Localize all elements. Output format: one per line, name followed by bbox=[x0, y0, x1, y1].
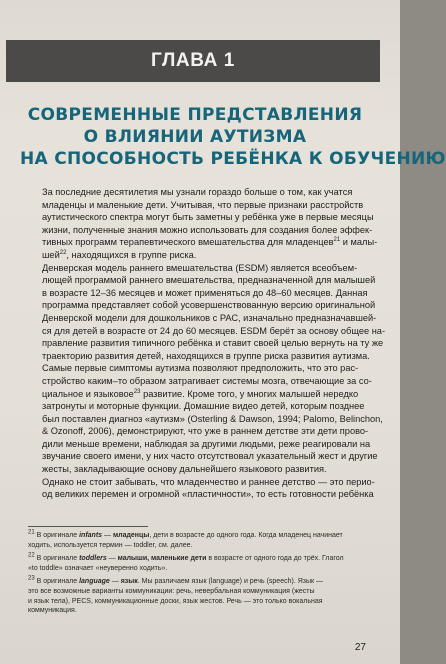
text-line: За последние десятилетия мы узнали гораздо больше о том, как учатся bbox=[42, 187, 353, 197]
text-line: в возрасте 12–36 месяцев и может применяться до 48–60 месяцев. Данная bbox=[42, 287, 368, 298]
footnote-text: — bbox=[102, 532, 113, 539]
footnote-line bbox=[28, 531, 372, 541]
text-line: жесты, закладывающие основу дальнейшего языкового развития. bbox=[42, 464, 327, 475]
chapter-header bbox=[6, 40, 380, 82]
paragraph bbox=[28, 476, 375, 501]
page-number: 27 bbox=[354, 642, 366, 653]
footnote-22 bbox=[28, 554, 372, 573]
text-segment: , находящихся в группе риска. bbox=[66, 249, 197, 260]
text-line: звучание своего имени, у них часто отсутствовал указательный жест и другие bbox=[42, 451, 378, 462]
text-line: Самые первые симптомы аутизма позволяют предположить, что это рас- bbox=[42, 363, 359, 374]
footnote-text: в возрасте от одного года до трёх. Глагол bbox=[206, 555, 344, 563]
text-line: Денверская модель раннего вмешательства (ESDM) является всеобъем- bbox=[42, 262, 358, 273]
footnote-ref[interactable]: 23 bbox=[133, 388, 141, 395]
text-line: младенцы и маленькие дети. Учитывая, что первые признаки расстройств bbox=[42, 199, 364, 210]
text-line: был поставлен диагноз «аутизм» (Osterling & Dawson, 1994; Palomo, Belinchon, bbox=[42, 413, 383, 424]
text-segment: шей bbox=[42, 249, 60, 260]
text-line: правление развития типичного ребёнка и ставит своей целью вернуть на ту же bbox=[42, 338, 384, 349]
footnote-term: toddlers bbox=[79, 555, 107, 563]
chapter-title bbox=[20, 104, 446, 170]
footnotes bbox=[28, 531, 372, 620]
footnote-line: коммуникация. bbox=[28, 607, 77, 615]
text-segment: циальное и языковое bbox=[42, 388, 134, 399]
footnote-gloss: язык bbox=[120, 578, 138, 586]
footnote-text: В оригинале bbox=[34, 555, 80, 563]
footnote-21 bbox=[28, 531, 372, 550]
body-text bbox=[28, 186, 386, 501]
footnote-line: это все возможные варианты коммуникации: речь, невербальная коммуникация (жесты bbox=[28, 587, 315, 595]
footnote-text: В оригинале bbox=[34, 578, 80, 586]
footnote-text: . Мы различаем язык (language) и речь (speech). Язык — bbox=[137, 578, 324, 586]
text-line: ся для детей в возрасте от 24 до 60 месяцев. ESDM берёт за основу общее на- bbox=[42, 325, 386, 336]
text-line: од великих перемен и огромной «пластичности», то есть готовности ребёнка bbox=[42, 489, 374, 500]
footnote-line: ходить, используется термин — toddler, см. далее. bbox=[28, 541, 193, 549]
footnote-number: 23 bbox=[28, 576, 35, 583]
footnote-gloss: малыши, маленькие дети bbox=[117, 555, 207, 563]
footnote-term: language bbox=[79, 578, 110, 586]
paragraph bbox=[28, 262, 386, 363]
text-line: лющей программой раннего вмешательства, предназначенной для малышей bbox=[42, 275, 376, 286]
text-segment: развитие. Кроме того, у многих малышей нередко bbox=[140, 388, 359, 399]
text-line: аутистического спектра могут быть заметны у ребёнка уже в первые месяцы bbox=[42, 212, 374, 223]
text-line: затронуты и моторные функции. Домашние видео детей, которым позднее bbox=[42, 401, 365, 412]
footnote-ref[interactable]: 21 bbox=[333, 237, 341, 244]
footnote-text: В оригинале bbox=[34, 532, 80, 539]
paragraph bbox=[28, 186, 378, 262]
text-segment: тивных программ терапевтического вмешательства для младенцев bbox=[42, 237, 334, 248]
footnote-ref[interactable]: 22 bbox=[59, 249, 67, 256]
footnote-line bbox=[28, 554, 372, 564]
text-segment: и малы- bbox=[340, 237, 378, 248]
text-line: & Ozonoff, 2006), демонстрируют, что уже в раннем детстве эти дети прово- bbox=[42, 426, 369, 437]
title-line: О ВЛИЯНИИ АУТИЗМА bbox=[83, 127, 307, 147]
footnote-text: , дети в возрасте до одного года. Когда младенец начинает bbox=[149, 532, 343, 539]
footnote-term: infants bbox=[79, 532, 103, 539]
text-line: жизни, полученные знания можно использовать для создания более эффек- bbox=[42, 224, 373, 235]
footnote-line bbox=[28, 577, 372, 587]
footnote-line: «to toddle» означает «неуверенно ходить». bbox=[28, 564, 168, 572]
footnote-number: 22 bbox=[28, 552, 35, 559]
footnote-text: — bbox=[109, 578, 121, 586]
footnote-divider bbox=[28, 526, 148, 527]
footnote-gloss: младенцы bbox=[112, 532, 150, 539]
text-line: стройство каким–то образом затрагивает системы мозга, отвечающие за со- bbox=[42, 375, 372, 386]
title-line: СОВРЕМЕННЫЕ ПРЕДСТАВЛЕНИЯ bbox=[27, 105, 363, 125]
footnote-text: — bbox=[106, 555, 118, 563]
text-line bbox=[28, 388, 372, 401]
title-line: НА СПОСОБНОСТЬ РЕБЁНКА К ОБУЧЕНИЮ bbox=[20, 149, 446, 169]
text-line: траекторию развития детей, находящихся в группе риска развития аутизма. bbox=[42, 350, 370, 361]
text-line: дили меньше времени, наблюдая за другими людьми, реже реагировали на bbox=[42, 438, 371, 449]
footnote-number: 21 bbox=[28, 529, 35, 536]
chapter-label: ГЛАВА 1 bbox=[151, 50, 235, 71]
text-line bbox=[28, 236, 378, 249]
text-line bbox=[28, 249, 372, 262]
footnote-23 bbox=[28, 577, 372, 615]
text-line: Денверской модели для дошкольников с РАС, изначально предназначавшей- bbox=[42, 312, 377, 323]
text-line: Однако не стоит забывать, что младенчество и раннее детство — это перио- bbox=[42, 476, 375, 487]
paragraph bbox=[28, 362, 383, 475]
text-line: программа представляет собой усовершенствованную версию оригинальной bbox=[42, 300, 376, 311]
footnote-line: и язык тела), PECS, коммуникационные доски, язык жестов. Речь — это только вокальная bbox=[28, 597, 323, 605]
